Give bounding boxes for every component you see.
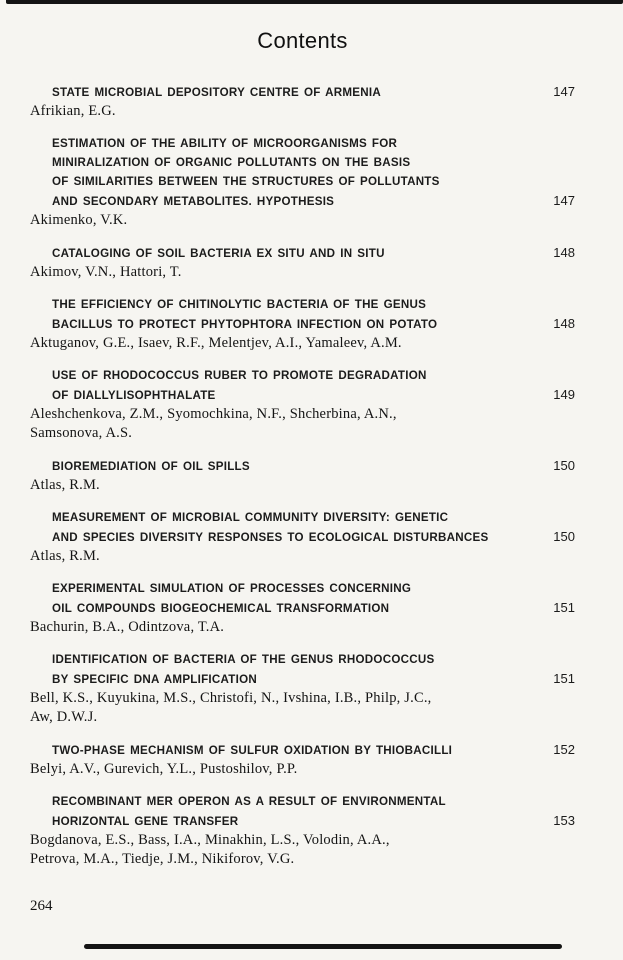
entry-title-line (30, 366, 575, 385)
entry-authors: Petrova, M.A., Tiedje, J.M., Nikiforov, V.G. (30, 851, 295, 867)
entry-title-text: OIL COMPOUNDS BIOGEOCHEMICAL TRANSFORMATION (52, 602, 390, 615)
entry-title-line (30, 740, 575, 760)
entry-title-text: IDENTIFICATION OF BACTERIA OF THE GENUS RHODOCOCCUS (52, 653, 435, 666)
entry-page-number: 147 (553, 84, 575, 99)
entry-authors: Akimenko, V.K. (30, 212, 128, 228)
toc-entries (30, 82, 575, 869)
entry-title-text: CATALOGING OF SOIL BACTERIA EX SITU AND IN SITU (52, 247, 385, 260)
toc-entry (30, 243, 575, 282)
toc-entry (30, 650, 575, 727)
entry-authors: Aktuganov, G.E., Isaev, R.F., Melentjev, A.I., Yamaleev, A.M. (30, 335, 402, 351)
entry-title-line (30, 153, 575, 172)
entry-title-text: OF DIALLYLISOPHTHALATE (52, 389, 216, 402)
entry-page-number: 151 (553, 600, 575, 615)
toc-entry (30, 456, 575, 495)
entry-title-text: AND SPECIES DIVERSITY RESPONSES TO ECOLOGICAL DISTURBANCES (52, 531, 489, 544)
entry-title-text: USE OF RHODOCOCCUS RUBER TO PROMOTE DEGRADATION (52, 369, 427, 382)
toc-entry (30, 792, 575, 869)
entry-title-line (30, 172, 575, 191)
entry-title-text: MINIRALIZATION OF ORGANIC POLLUTANTS ON THE BASIS (52, 156, 411, 169)
entry-title-text: EXPERIMENTAL SIMULATION OF PROCESSES CONCERNING (52, 582, 412, 595)
entry-authors: Bachurin, B.A., Odintzova, T.A. (30, 619, 225, 635)
entry-title-line (30, 134, 575, 153)
entry-page-number: 149 (553, 387, 575, 402)
entry-authors: Afrikian, E.G. (30, 103, 116, 119)
entry-title-text: THE EFFICIENCY OF CHITINOLYTIC BACTERIA OF THE GENUS (52, 298, 427, 311)
entry-title-line (30, 82, 575, 102)
page-title: Contents (257, 28, 348, 53)
toc-entry (30, 295, 575, 353)
entry-page-number: 152 (553, 742, 575, 757)
entry-title-line (30, 527, 575, 547)
entry-title-line (30, 579, 575, 598)
toc-entry (30, 134, 575, 230)
entry-title-line (30, 811, 575, 831)
entry-title-line (30, 295, 575, 314)
entry-title-text: TWO-PHASE MECHANISM OF SULFUR OXIDATION BY THIOBACILLI (52, 744, 453, 757)
toc-entry (30, 366, 575, 443)
entry-title-text: BIOREMEDIATION OF OIL SPILLS (52, 460, 250, 473)
entry-title-line (30, 792, 575, 811)
entry-title-text: STATE MICROBIAL DEPOSITORY CENTRE OF ARMENIA (52, 86, 381, 99)
entry-authors: Samsonova, A.S. (30, 425, 133, 441)
toc-entry (30, 579, 575, 637)
toc-entry (30, 82, 575, 121)
entry-title-text: ESTIMATION OF THE ABILITY OF MICROORGANISMS FOR (52, 137, 398, 150)
entry-title-line (30, 191, 575, 211)
entry-page-number: 153 (553, 813, 575, 828)
entry-authors: Bogdanova, E.S., Bass, I.A., Minakhin, L.S., Volodin, A.A., (30, 832, 390, 848)
entry-title-text: BY SPECIFIC DNA AMPLIFICATION (52, 673, 257, 686)
entry-title-line (30, 243, 575, 263)
entry-authors: Atlas, R.M. (30, 477, 100, 493)
entry-title-text: HORIZONTAL GENE TRANSFER (52, 815, 239, 828)
entry-authors: Akimov, V.N., Hattori, T. (30, 264, 182, 280)
entry-title-text: BACILLUS TO PROTECT PHYTOPHTORA INFECTION ON POTATO (52, 318, 438, 331)
entry-authors: Belyi, A.V., Gurevich, Y.L., Pustoshilov, P.P. (30, 761, 298, 777)
entry-page-number: 151 (553, 671, 575, 686)
entry-page-number: 148 (553, 316, 575, 331)
entry-page-number: 147 (553, 193, 575, 208)
toc-entry (30, 508, 575, 566)
entry-authors: Aw, D.W.J. (30, 709, 98, 725)
entry-title-text: MEASUREMENT OF MICROBIAL COMMUNITY DIVERSITY: GENETIC (52, 511, 449, 524)
entry-title-line (30, 669, 575, 689)
toc-entry (30, 740, 575, 779)
entry-title-line (30, 314, 575, 334)
entry-authors: Aleshchenkova, Z.M., Syomochkina, N.F., Shcherbina, A.N., (30, 406, 397, 422)
entry-title-line (30, 385, 575, 405)
entry-page-number: 150 (553, 529, 575, 544)
entry-authors: Bell, K.S., Kuyukina, M.S., Christofi, N., Ivshina, I.B., Philp, J.C., (30, 690, 432, 706)
entry-page-number: 148 (553, 245, 575, 260)
entry-title-line (30, 456, 575, 476)
entry-title-text: AND SECONDARY METABOLITES. HYPOTHESIS (52, 195, 335, 208)
entry-authors: Atlas, R.M. (30, 548, 100, 564)
entry-title-line (30, 508, 575, 527)
entry-title-text: OF SIMILARITIES BETWEEN THE STRUCTURES OF POLLUTANTS (52, 175, 440, 188)
entry-title-line (30, 598, 575, 618)
folio-page-number: 264 (30, 898, 53, 914)
entry-page-number: 150 (553, 458, 575, 473)
entry-title-text: RECOMBINANT MER OPERON AS A RESULT OF ENVIRONMENTAL (52, 795, 446, 808)
entry-title-line (30, 650, 575, 669)
